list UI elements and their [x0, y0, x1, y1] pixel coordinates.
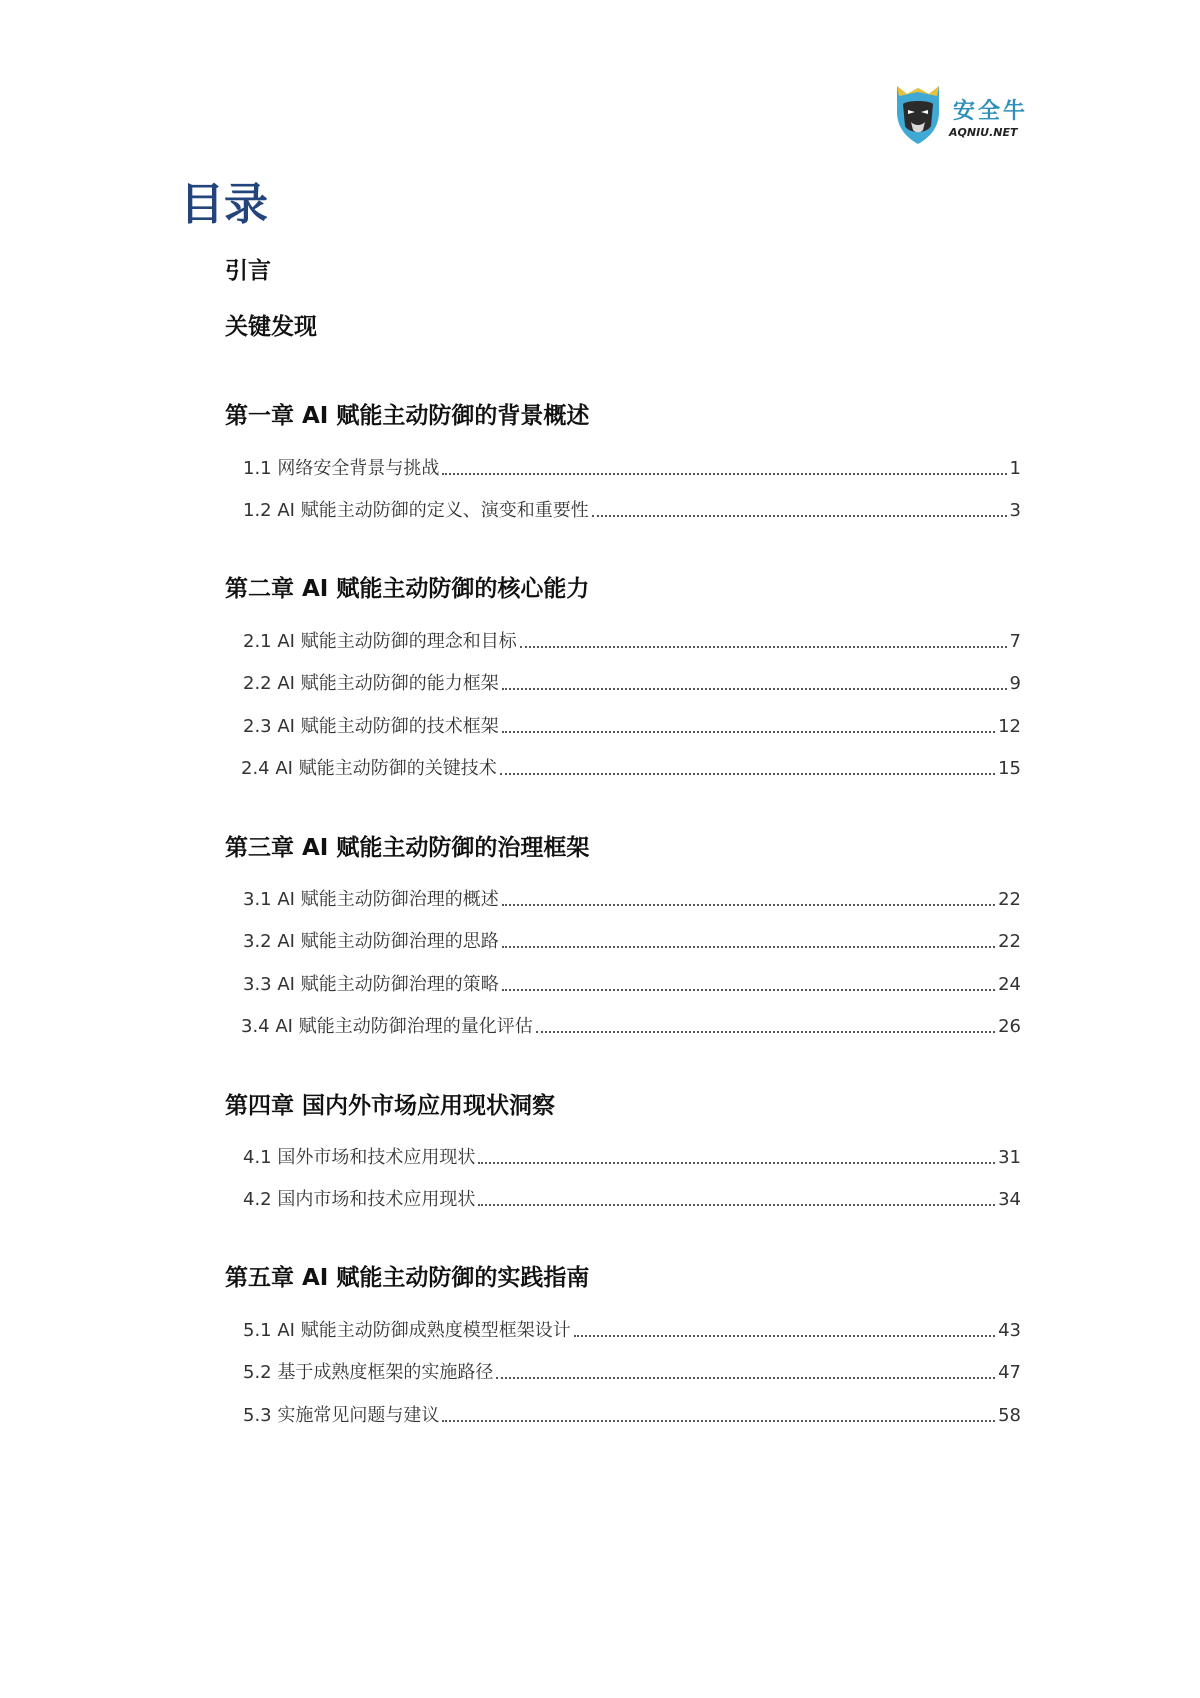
toc-dot-leader: [502, 688, 1007, 690]
toc-dot-leader: [520, 646, 1007, 648]
toc-dot-leader: [502, 989, 995, 991]
toc-dot-leader: [502, 731, 995, 733]
toc-dot-leader: [478, 1204, 995, 1206]
toc-entry[interactable]: [243, 1403, 1021, 1429]
toc-entry-label: 3.2 AI 赋能主动防御治理的思路: [243, 931, 499, 952]
toc-entry[interactable]: [241, 1014, 1021, 1040]
toc-entry-label: 1.1 网络安全背景与挑战: [243, 458, 440, 479]
toc-dot-leader: [442, 1420, 995, 1422]
toc-dot-leader: [592, 515, 1007, 517]
toc-key-findings-link[interactable]: 关键发现: [225, 314, 317, 340]
chapter-4-title[interactable]: 第四章 国内外市场应用现状洞察: [225, 1093, 556, 1119]
toc-page-number: 26: [998, 1016, 1021, 1037]
toc-entry-label: 4.1 国外市场和技术应用现状: [243, 1147, 476, 1168]
toc-page-number: 58: [998, 1405, 1021, 1426]
toc-entry-label: 3.3 AI 赋能主动防御治理的策略: [243, 974, 499, 995]
toc-entry[interactable]: [243, 714, 1021, 740]
toc-entry-label: 5.3 实施常见问题与建议: [243, 1405, 440, 1426]
toc-page-number: 43: [998, 1320, 1021, 1341]
chapter-3-title[interactable]: 第三章 AI 赋能主动防御的治理框架: [225, 835, 590, 861]
toc-dot-leader: [536, 1031, 995, 1033]
toc-entry[interactable]: [243, 629, 1021, 655]
toc-entry-label: 2.2 AI 赋能主动防御的能力框架: [243, 673, 499, 694]
toc-intro-link[interactable]: 引言: [225, 258, 271, 284]
toc-entry-label: 3.4 AI 赋能主动防御治理的量化评估: [241, 1016, 533, 1037]
toc-page-number: 22: [998, 889, 1021, 910]
brand-logo: [893, 82, 1029, 148]
toc-entry[interactable]: [243, 1145, 1021, 1171]
bull-shield-icon: [893, 82, 943, 146]
toc-entry-label: 4.2 国内市场和技术应用现状: [243, 1189, 476, 1210]
logo-text-domain: AQNIU.NET: [949, 126, 1018, 139]
toc-dot-leader: [496, 1377, 995, 1379]
toc-page-number: 3: [1009, 500, 1021, 521]
toc-entry-label: 5.1 AI 赋能主动防御成熟度模型框架设计: [243, 1320, 571, 1341]
toc-entry[interactable]: [243, 671, 1021, 697]
toc-page-number: 22: [998, 931, 1021, 952]
toc-entry[interactable]: [243, 1318, 1021, 1344]
toc-page-number: 9: [1009, 673, 1021, 694]
toc-entry[interactable]: [243, 972, 1021, 998]
toc-page-number: 7: [1009, 631, 1021, 652]
toc-entry-label: 1.2 AI 赋能主动防御的定义、演变和重要性: [243, 500, 589, 521]
toc-dot-leader: [502, 946, 995, 948]
toc-entry-label: 5.2 基于成熟度框架的实施路径: [243, 1362, 494, 1383]
toc-page-number: 24: [998, 974, 1021, 995]
toc-page-number: 1: [1009, 458, 1021, 479]
page-title: 目录: [180, 179, 268, 230]
toc-page-number: 12: [998, 716, 1021, 737]
toc-entry[interactable]: [241, 756, 1021, 782]
chapter-5-title[interactable]: 第五章 AI 赋能主动防御的实践指南: [225, 1265, 590, 1291]
toc-entry-label: 2.3 AI 赋能主动防御的技术框架: [243, 716, 499, 737]
toc-page-number: 47: [998, 1362, 1021, 1383]
toc-entry[interactable]: [243, 498, 1021, 524]
toc-dot-leader: [478, 1162, 995, 1164]
toc-entry[interactable]: [243, 1187, 1021, 1213]
toc-dot-leader: [500, 773, 995, 775]
chapter-2-title[interactable]: 第二章 AI 赋能主动防御的核心能力: [225, 576, 590, 602]
toc-page-number: 34: [998, 1189, 1021, 1210]
toc-entry-label: 2.4 AI 赋能主动防御的关键技术: [241, 758, 497, 779]
chapter-1-title[interactable]: 第一章 AI 赋能主动防御的背景概述: [225, 403, 590, 429]
toc-entry[interactable]: [243, 1360, 1021, 1386]
toc-page-number: 15: [998, 758, 1021, 779]
toc-entry-label: 3.1 AI 赋能主动防御治理的概述: [243, 889, 499, 910]
toc-dot-leader: [502, 904, 995, 906]
toc-page-number: 31: [998, 1147, 1021, 1168]
toc-dot-leader: [442, 473, 1006, 475]
toc-entry-label: 2.1 AI 赋能主动防御的理念和目标: [243, 631, 517, 652]
toc-entry[interactable]: [243, 887, 1021, 913]
toc-entry[interactable]: [243, 456, 1021, 482]
toc-dot-leader: [574, 1335, 995, 1337]
toc-entry[interactable]: [243, 929, 1021, 955]
logo-text-cn: 安全牛: [953, 99, 1029, 124]
